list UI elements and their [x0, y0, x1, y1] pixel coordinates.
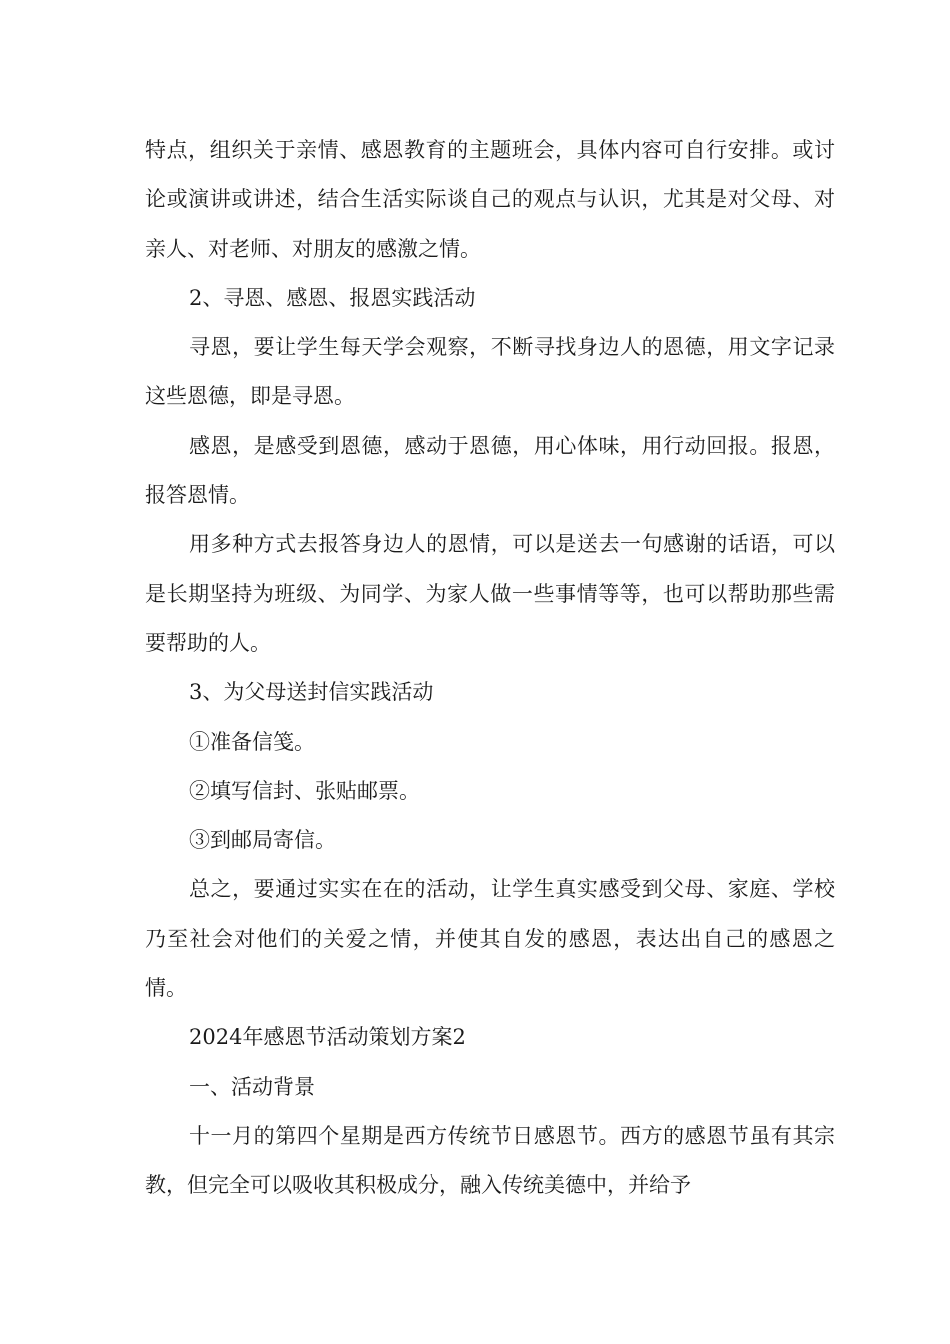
paragraph-background: 十一月的第四个星期是西方传统节日感恩节。西方的感恩节虽有其宗教，但完全可以吸收其积极成分，融入传统美德中，并给予	[145, 1123, 835, 1198]
section-heading-2: 2、寻恩、感恩、报恩实践活动	[189, 285, 476, 310]
list-item-1: ①准备信笺。	[189, 729, 315, 754]
paragraph-summary: 总之，要通过实实在在的活动，让学生真实感受到父母、家庭、学校乃至社会对他们的关爱之情，并使其自发的感恩，表达出自己的感恩之情。	[145, 877, 835, 1001]
document-body	[145, 126, 835, 1211]
paragraph-gratitude: 感恩，是感受到恩德，感动于恩德，用心体味，用行动回报。报恩，报答恩情。	[145, 433, 835, 508]
paragraph-repay: 用多种方式去报答身边人的恩情，可以是送去一句感谢的话语，可以是长期坚持为班级、为同学、为家人做一些事情等等，也可以帮助那些需要帮助的人。	[145, 532, 835, 655]
section-heading-3: 3、为父母送封信实践活动	[189, 680, 434, 705]
paragraph-intro-continued: 特点，组织关于亲情、感恩教育的主题班会，具体内容可自行安排。或讨论或演讲或讲述，结合生活实际谈自己的观点与认识，尤其是对父母、对亲人、对老师、对朋友的感激之情。	[145, 138, 835, 261]
list-item-2: ②填写信封、张贴邮票。	[189, 778, 420, 803]
plan-title-2: 2024年感恩节活动策划方案2	[189, 1025, 466, 1050]
section-heading-background: 一、活动背景	[189, 1074, 315, 1099]
list-item-3: ③到邮局寄信。	[189, 828, 336, 853]
paragraph-seek-grace: 寻恩，要让学生每天学会观察，不断寻找身边人的恩德，用文字记录这些恩德，即是寻恩。	[145, 335, 835, 409]
